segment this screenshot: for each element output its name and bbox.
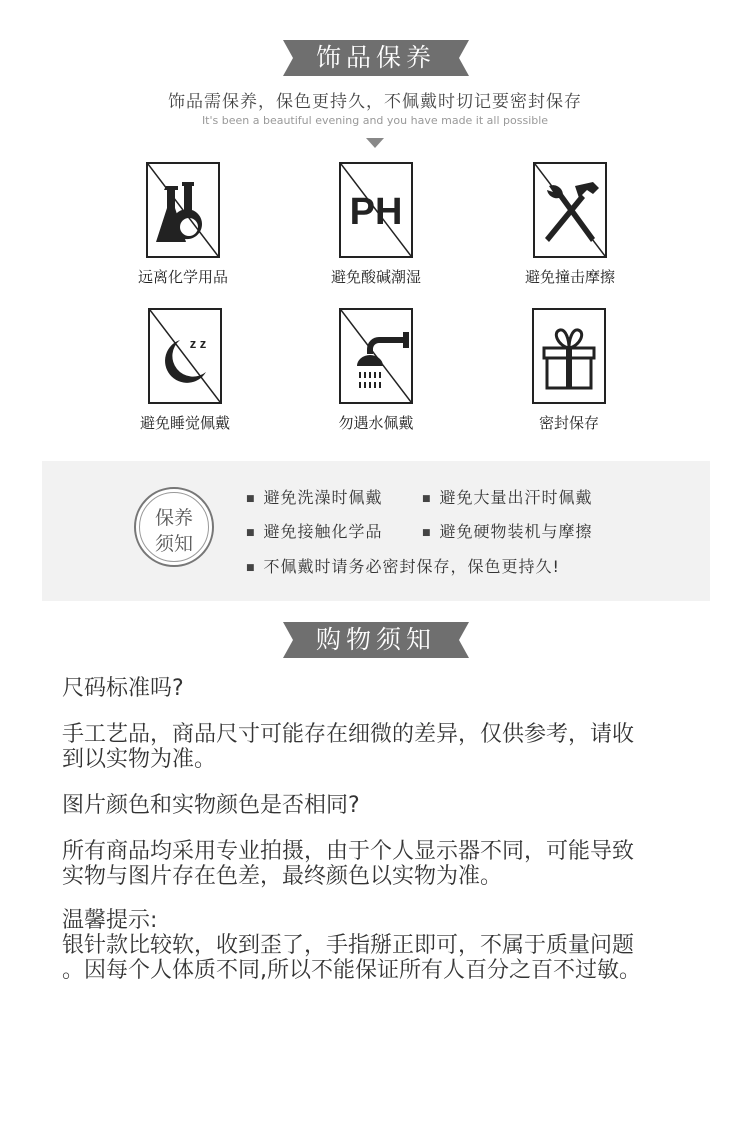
care-notice-panel (42, 461, 710, 601)
care-banner: 饰品保养 (283, 40, 469, 76)
answer-color-line2: 实物与图片存在色差，最终颜色以实物为准。 (62, 864, 503, 889)
notice-bullet: ■ 避免大量出汗时佩戴 (422, 485, 593, 508)
zz-text: z z (189, 336, 207, 351)
care-item-water (276, 308, 476, 433)
care-item-impact (470, 162, 670, 287)
shower-icon (339, 308, 413, 404)
tip-line1: 银针款比较软，收到歪了，手指掰正即可，不属于质量问题 (62, 933, 635, 958)
answer-size-line2: 到以实物为准。 (62, 747, 217, 772)
badge-line2: 须知 (154, 533, 193, 555)
tip-title: 温馨提示: (62, 908, 158, 933)
question-size: 尺码标准吗? (62, 676, 184, 701)
gift-box-icon (532, 308, 606, 404)
care-item-label: 密封保存 (538, 414, 599, 432)
answer-size-line1: 手工艺品，商品尺寸可能存在细微的差异，仅供参考，请收 (62, 722, 635, 747)
care-item-label: 避免睡觉佩戴 (139, 414, 230, 432)
tip-line2: 。因每个人体质不同,所以不能保证所有人百分之百不过敏。 (62, 958, 641, 983)
care-subtitle-en: It's been a beautiful evening and you have made it all possible (201, 114, 549, 127)
care-item-sleep (85, 308, 285, 433)
answer-color-line1: 所有商品均采用专业拍摄，由于个人显示器不同，可能导致 (62, 839, 635, 864)
care-item-seal (469, 308, 669, 433)
tools-icon (533, 162, 607, 258)
care-item-label: 避免撞击摩擦 (524, 268, 615, 286)
care-item-label: 勿遇水佩戴 (338, 414, 414, 432)
care-subtitle: 饰品需保养，保色更持久，不佩戴时切记要密封保存 (168, 92, 582, 112)
question-color: 图片颜色和实物颜色是否相同? (62, 793, 360, 818)
badge-line1: 保养 (154, 507, 193, 529)
care-item-label: 远离化学用品 (137, 268, 228, 286)
notice-bullet: ■ 避免接触化学品 (246, 519, 383, 542)
ph-text: PH (349, 191, 403, 233)
care-item-chemicals (83, 162, 283, 287)
down-arrow-icon (366, 138, 384, 148)
flask-icon (146, 162, 220, 258)
moon-sleep-icon (148, 308, 222, 404)
notice-bullet: ■ 不佩戴时请务必密封保存，保色更持久! (246, 554, 560, 577)
care-notice-badge (134, 487, 214, 567)
purchase-banner: 购物须知 (283, 622, 469, 658)
ph-icon (339, 162, 413, 258)
care-item-acid (276, 162, 476, 287)
care-item-label: 避免酸碱潮湿 (330, 268, 421, 286)
notice-bullet: ■ 避免洗澡时佩戴 (246, 485, 383, 508)
notice-bullet: ■ 避免硬物装机与摩擦 (422, 519, 593, 542)
